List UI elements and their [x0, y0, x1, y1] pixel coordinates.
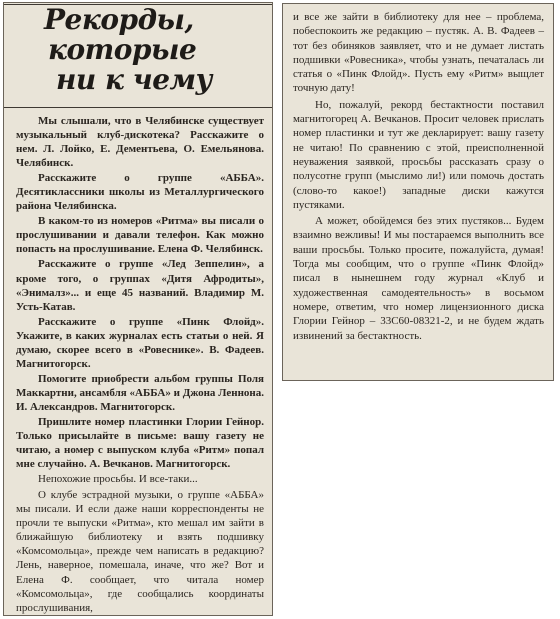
reply-intro: Непохожие просьбы. И все-таки... [38, 473, 198, 486]
reader-letter: Помогите приобрести альбом группы Поля Маккартни, ансамбля «АББА» и Джона Леннона. И. Александров. Магнитогорск. [16, 372, 264, 413]
headline-divider [4, 107, 272, 108]
article-body-left [16, 114, 264, 616]
reply-paragraph: О клубе эстрадной музыки, о группе «АББА» мы писали. И если даже наши корреспонденты не прочли те выпуски «Ритма», кто мешал им зайти в ближайшую библиотеку и взять подшивку «Комсомольца», прежде чем написать в редакцию? Лень, наверное, помешала, иначе, что же? Вот и Елена Ф. сообщает, что читала номер «Комсомольца», где сообщались координаты прослушивания, [16, 489, 264, 614]
clipping-right-column [282, 3, 554, 381]
reader-letter: Мы слышали, что в Челябинске существует музыкальный клуб-дискотека? Расскажите о нем. Л. Лойко, Е. Дементьева, О. Емельянова. Челябинск. [16, 115, 264, 170]
reader-letter: Расскажите о группе «АББА». Десятиклассники школы из Металлургического района Челябинска. [16, 172, 264, 213]
reply-paragraph: и все же зайти в библиотеку для нее – проблема, побеспокоить же редакцию – пустяк. А. В. Фадеев – тот без обиняков заявляет, что и не думает листать подшивки «Ровесника», чтобы узнать, печаталась ли статья о «Пинк Флойд». Пусть ему «Ритм» выщлет точную дату! [293, 11, 544, 95]
reader-letter: Пришлите номер пластинки Глории Гейнор. Только присылайте в письме: вашу газету не читаю, а номер с выпуском клуба «Ритм» попал мне случайно. А. Вечканов. Магнитогорск. [16, 415, 264, 471]
reply-paragraph: Но, пожалуй, рекорд бестактности поставил магнитогорец А. Вечканов. Просит человек прислать номер пластинки и тут же декларирует: вашу газету не читаю! По сравнению с этой, преисполненной неуважения заявкой, просьбы рассказать сразу о полусотне групп (мыслимо ли!) или помочь достать (слово-то какое!) западные диски кажутся пустяками. [293, 98, 544, 211]
headline-line-1: Рекорды, [44, 3, 194, 36]
reader-letter: Расскажите о группе «Пинк Флойд». Укажите, в каких журналах есть статьи о ней. Я думаю, скорее всего в «Ровеснике». В. Фадеев. Магнитогорск. [16, 315, 264, 370]
reader-letter: В каком-то из номеров «Ритма» вы писали о прослушивании и давали телефон. Как можно попасть на прослушивание. Елена Ф. Челябинск. [16, 215, 264, 256]
clipping-left-column [3, 2, 273, 616]
article-headline [44, 5, 244, 95]
reader-letter: Расскажите о группе «Лед Зеппелин», а кроме того, о группах «Дитя Афродиты», «Энималз»... и еще 45 названий. Владимир М. Усть-Катав. [16, 258, 264, 313]
article-body-right [293, 10, 544, 345]
headline-line-2: которые [48, 33, 197, 66]
headline-line-3: ни к чему [56, 63, 212, 96]
reply-paragraph: А может, обойдемся без этих пустяков... Будем взаимно вежливы! И мы постараемся выполнить все ваши просьбы. Только просите, пожалуйста, думая! Тогда мы сообщим, что о группе «Пинк Флойд» писал в нынешнем году журнал «Клуб и художественная самодеятельность» в восьмом номере, ответим, что номер лицензионного диска Глории Гейнор – 33С60-08321-2, и не будем ждать извинений за бестактность. [293, 215, 544, 342]
